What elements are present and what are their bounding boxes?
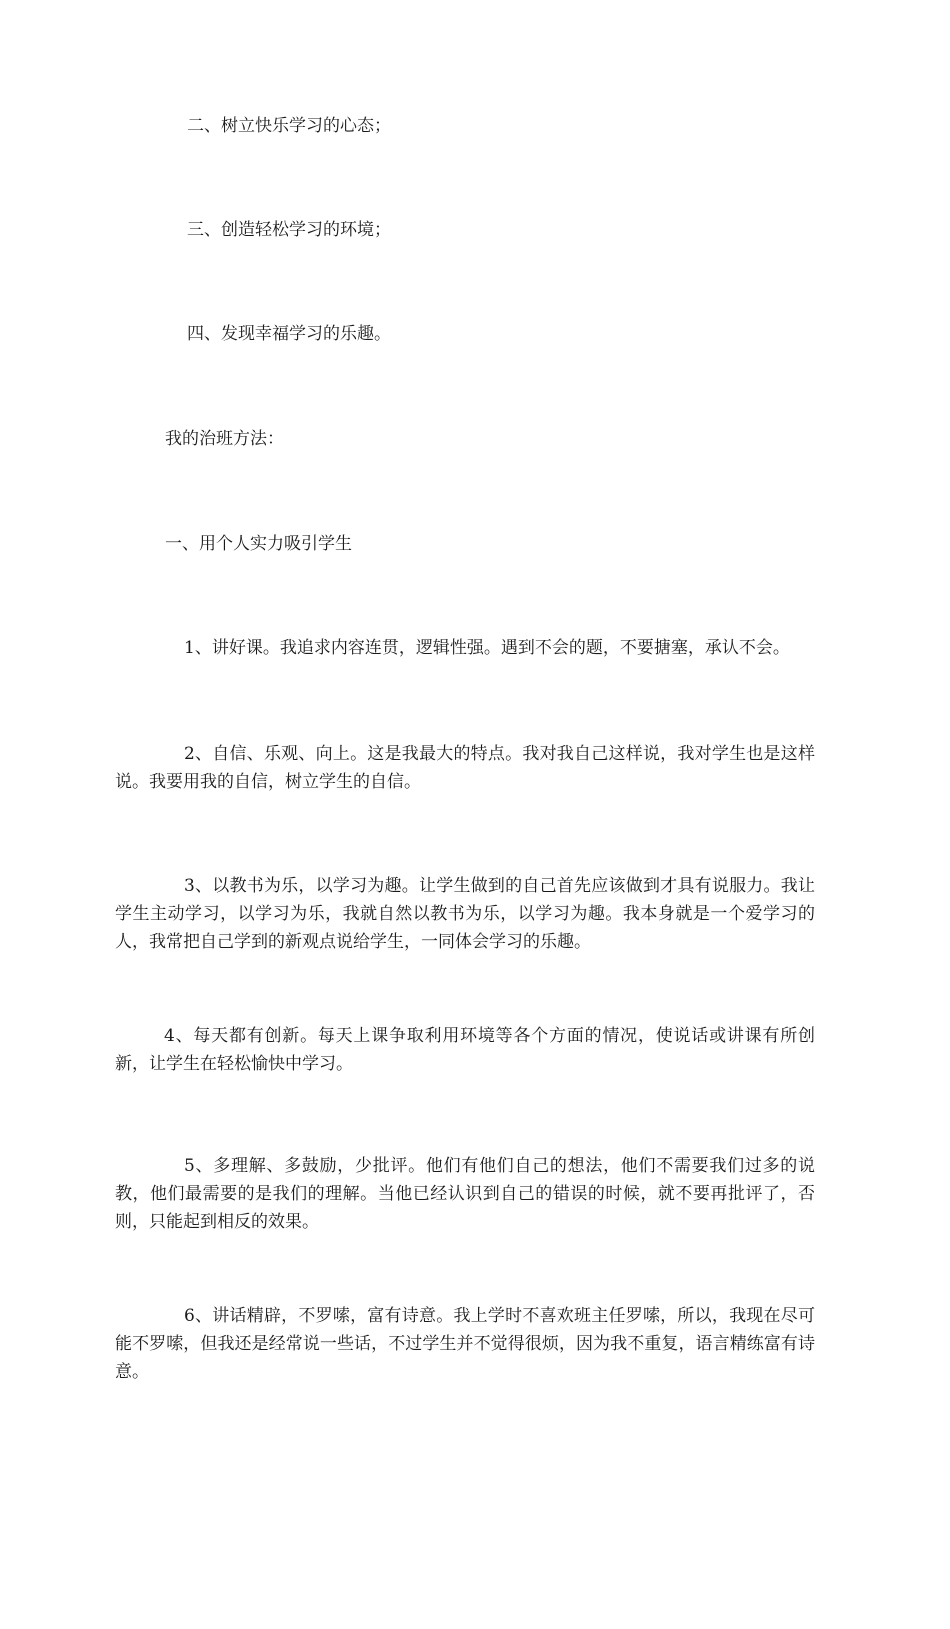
point-5: 5、多理解、多鼓励，少批评。他们有他们自己的想法，他们不需要我们过多的说教，他们最需要的是我们的理解。当他已经认识到自己的错误的时候，就不要再批评了，否则，只能起到相反的效果。	[115, 1156, 815, 1232]
point-4: 4、每天都有创新。每天上课争取利用环境等各个方面的情况，使说话或讲课有所创新，让学生在轻松愉快中学习。	[115, 1026, 815, 1074]
point-1: 1、讲好课。我追求内容连贯，逻辑性强。遇到不会的题，不要搪塞，承认不会。	[184, 638, 790, 658]
principle-item-3: 三、创造轻松学习的环境；	[187, 220, 391, 240]
methods-heading: 我的治班方法：	[165, 429, 284, 449]
point-3: 3、以教书为乐，以学习为趣。让学生做到的自己首先应该做到才具有说服力。我让学生主动学习，以学习为乐，我就自然以教书为乐，以学习为趣。我本身就是一个爱学习的人，我常把自己学到的新观点说给学生，一同体会学习的乐趣。	[115, 876, 815, 952]
section-1-heading: 一、用个人实力吸引学生	[165, 534, 352, 554]
principle-item-4: 四、发现幸福学习的乐趣。	[187, 324, 391, 344]
point-2: 2、自信、乐观、向上。这是我最大的特点。我对我自己这样说，我对学生也是这样说。我要用我的自信，树立学生的自信。	[115, 744, 815, 792]
principle-item-2: 二、树立快乐学习的心态；	[187, 116, 391, 136]
point-6: 6、讲话精辟，不罗嗦，富有诗意。我上学时不喜欢班主任罗嗦，所以，我现在尽可能不罗嗦，但我还是经常说一些话，不过学生并不觉得很烦，因为我不重复，语言精练富有诗意。	[115, 1306, 815, 1382]
